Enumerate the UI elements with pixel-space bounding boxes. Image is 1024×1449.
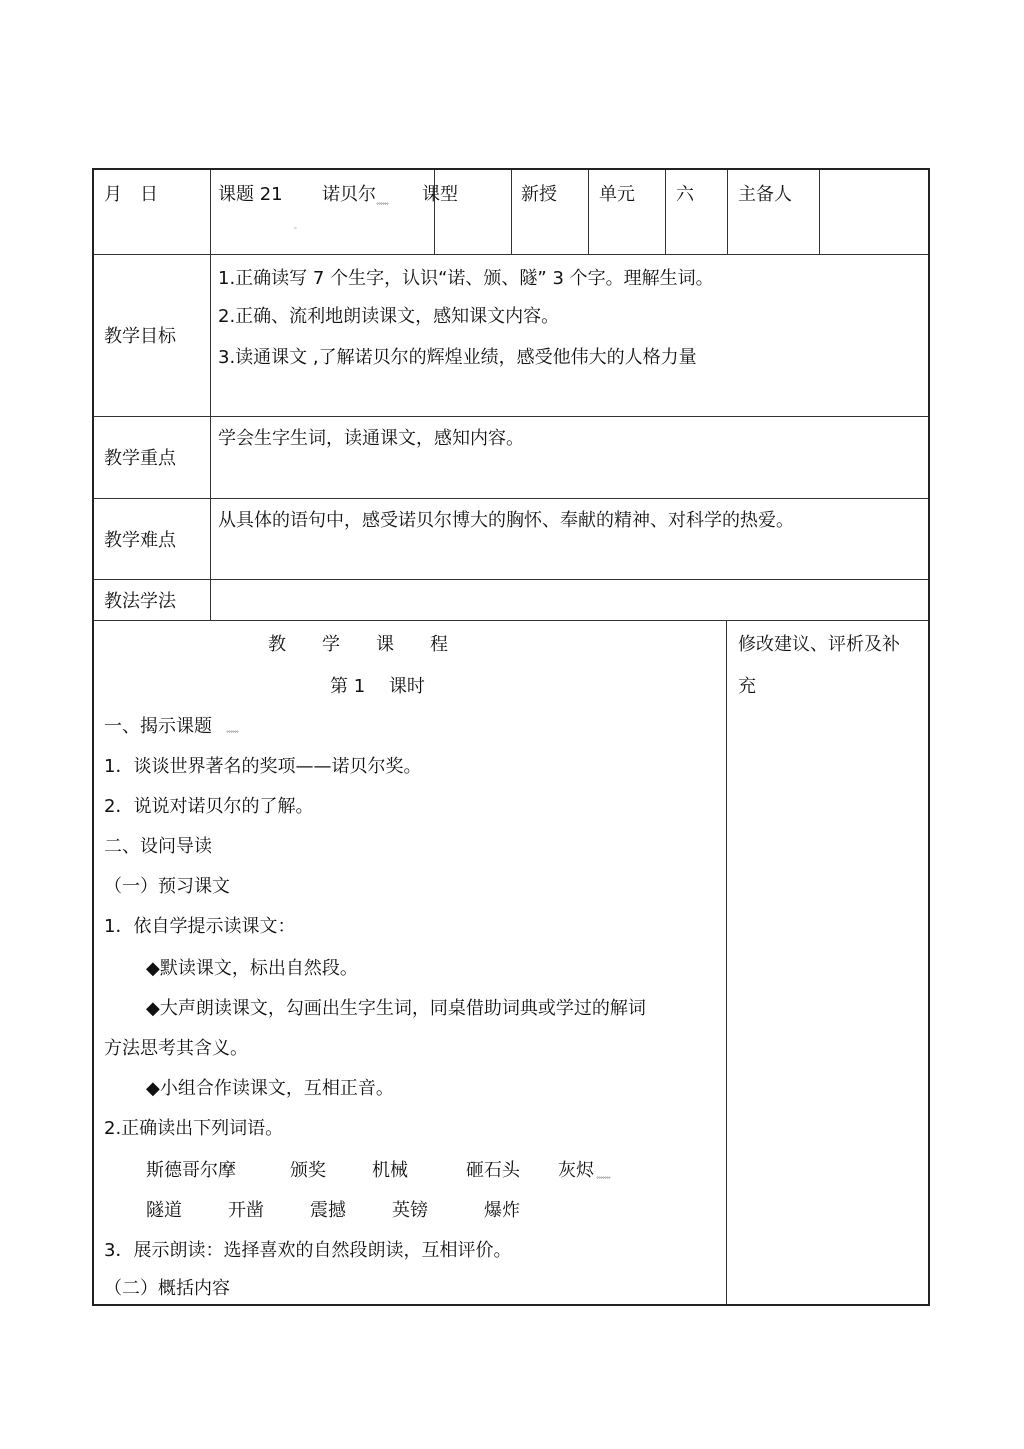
row-divider bbox=[94, 498, 928, 499]
column-divider bbox=[727, 170, 728, 254]
key-points-text: 学会生字生词，读通课文，感知内容。 bbox=[218, 428, 524, 449]
column-divider bbox=[819, 170, 820, 254]
type-label: 课型 bbox=[422, 184, 458, 205]
vocab-word: 机械 bbox=[372, 1160, 408, 1181]
process-line: 3．展示朗读：选择喜欢的自然段朗读，互相评价。 bbox=[104, 1240, 512, 1261]
row-divider bbox=[94, 254, 928, 255]
objective-item: 3.读通课文 ,了解诺贝尔的辉煌业绩，感受他伟大的人格力量 bbox=[218, 347, 697, 368]
key-points-label: 教学重点 bbox=[104, 448, 176, 469]
vocab-word: 颁奖 bbox=[290, 1160, 326, 1181]
vocab-word: 震撼 bbox=[310, 1200, 346, 1221]
process-line: 2.正确读出下列词语。 bbox=[104, 1118, 284, 1139]
row-divider bbox=[94, 579, 928, 580]
topic-small-mark: ˷ bbox=[294, 222, 296, 229]
process-line: 一、揭示课题 bbox=[104, 716, 212, 737]
lesson-plan-table bbox=[92, 168, 930, 1306]
process-line: 1．依自学提示读课文： bbox=[104, 916, 296, 937]
vocab-mark: ˳˳˳˳˳˳˳ bbox=[596, 1172, 610, 1179]
objectives-label: 教学目标 bbox=[104, 326, 176, 347]
side-note-line: 修改建议、评析及补 bbox=[738, 634, 900, 655]
process-line: （一）预习课文 bbox=[104, 876, 230, 897]
vocab-word: 英镑 bbox=[392, 1200, 428, 1221]
process-line: ◆大声朗读课文，勾画出生字生词，同桌借助词典或学过的解词 bbox=[146, 998, 646, 1019]
process-line: ◆小组合作读课文，互相正音。 bbox=[146, 1078, 394, 1099]
process-line: 1．谈谈世界著名的奖项——诺贝尔奖。 bbox=[104, 756, 422, 777]
process-line: ◆默读课文，标出自然段。 bbox=[146, 958, 358, 979]
topic-value: 诺贝尔 bbox=[322, 184, 376, 205]
process-line: 方法思考其含义。 bbox=[104, 1038, 248, 1059]
process-line: 二、设问导读 bbox=[104, 836, 212, 857]
column-divider bbox=[665, 170, 666, 254]
vocab-word: 灰烬 bbox=[558, 1160, 594, 1181]
preparer-label: 主备人 bbox=[738, 184, 792, 205]
column-divider bbox=[588, 170, 589, 254]
type-value: 新授 bbox=[521, 184, 557, 205]
row-divider bbox=[94, 620, 928, 621]
column-divider bbox=[210, 170, 211, 620]
vocab-word: 爆炸 bbox=[484, 1200, 520, 1221]
objective-item: 2.正确、流利地朗读课文，感知课文内容。 bbox=[218, 306, 560, 327]
difficulties-text: 从具体的语句中，感受诺贝尔博大的胸怀、奉献的精神、对科学的热爱。 bbox=[218, 510, 794, 531]
vocab-word: 砸石头 bbox=[466, 1160, 520, 1181]
column-divider bbox=[434, 170, 435, 254]
process-line: 2．说说对诺贝尔的了解。 bbox=[104, 796, 314, 817]
vocab-word: 隧道 bbox=[146, 1200, 182, 1221]
process-title: 教 学 课 程 bbox=[268, 634, 448, 655]
column-divider bbox=[726, 620, 727, 1304]
lesson-number: 第 1 课时 bbox=[330, 676, 425, 697]
column-divider bbox=[511, 170, 512, 254]
row-divider bbox=[94, 416, 928, 417]
objective-item: 1.正确读写 7 个生字，认识“诺、颁、隧” 3 个字。理解生词。 bbox=[218, 268, 714, 289]
unit-label: 单元 bbox=[599, 184, 635, 205]
unit-value: 六 bbox=[676, 184, 694, 205]
process-line: （二）概括内容 bbox=[104, 1278, 230, 1299]
vocab-word: 斯德哥尔摩 bbox=[146, 1160, 236, 1181]
topic-label: 课题 21 bbox=[218, 184, 283, 205]
process-mark: ˳˳˳˳˳˳ bbox=[226, 726, 238, 733]
vocab-word: 开凿 bbox=[228, 1200, 264, 1221]
date-label: 月 日 bbox=[104, 184, 158, 205]
methods-label: 教法学法 bbox=[104, 591, 176, 612]
topic-mark: ˳˳˳˳˳˳ bbox=[376, 198, 388, 205]
difficulties-label: 教学难点 bbox=[104, 530, 176, 551]
side-note-line: 充 bbox=[738, 676, 756, 697]
